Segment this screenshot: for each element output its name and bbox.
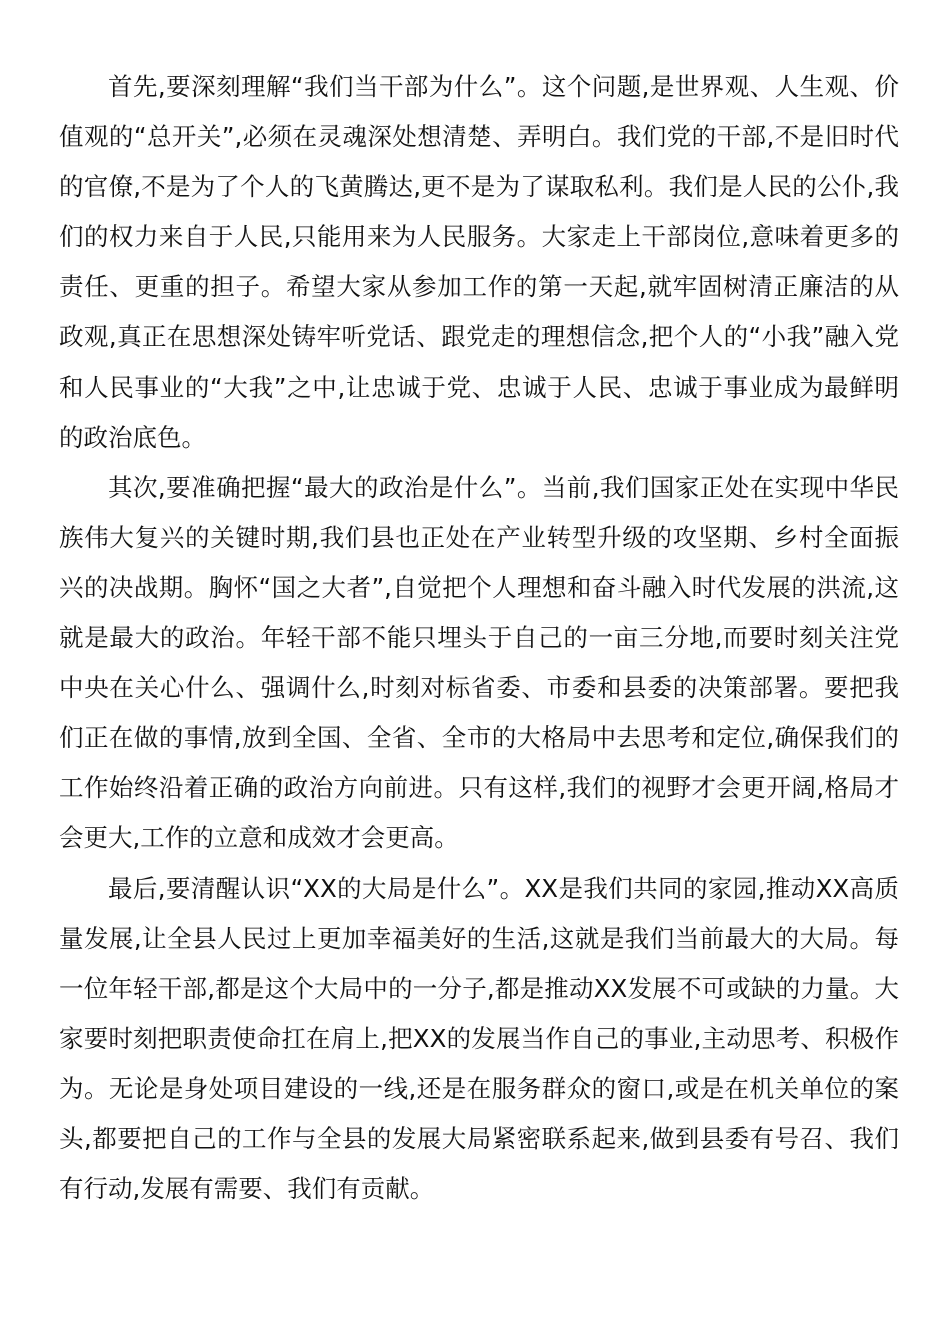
paragraph-first: 首先,要深刻理解“我们当干部为什么”。这个问题,是世界观、人生观、价值观的“总开关”,必须在灵魂深处想清楚、弄明白。我们党的干部,不是旧时代的官僚,不是为了个人的飞黄腾达,更不是为了谋取私利。我们是人民的公仆,我们的权力来自于人民,只能用来为人民服务。大家走上干部岗位,意味着更多的责任、更重的担子。希望大家从参加工作的第一天起,就牢固树清正廉洁的从政观,真正在思想深处铸牢听党话、跟党走的理想信念,把个人的“小我”融入党和人民事业的“大我”之中,让忠诚于党、忠诚于人民、忠诚于事业成为最鲜明的政治底色。 — [59, 72, 899, 452]
paragraph-second: 其次,要准确把握“最大的政治是什么”。当前,我们国家正处在实现中华民族伟大复兴的关键时期,我们县也正处在产业转型升级的攻坚期、乡村全面振兴的决战期。胸怀“国之大者”,自觉把个人理想和奋斗融入时代发展的洪流,这就是最大的政治。年轻干部不能只埋头于自己的一亩三分地,而要时刻关注党中央在关心什么、强调什么,时刻对标省委、市委和县委的决策部署。要把我们正在做的事情,放到全国、全省、全市的大格局中去思考和定位,确保我们的工作始终沿着正确的政治方向前进。只有这样,我们的视野才会更开阔,格局才会更大,工作的立意和成效才会更高。 — [59, 472, 899, 853]
paragraph-third: 最后,要清醒认识“XX的大局是什么”。XX是我们共同的家园,推动XX高质量发展,让全县人民过上更加幸福美好的生活,这就是我们当前最大的大局。每一位年轻干部,都是这个大局中的一分子,都是推动XX发展不可或缺的力量。大家要时刻把职责使命扛在肩上,把XX的发展当作自己的事业,主动思考、积极作为。无论是身处项目建设的一线,还是在服务群众的窗口,或是在机关单位的案头,都要把自己的工作与全县的发展大局紧密联系起来,做到县委有号召、我们有行动,发展有需要、我们有贡献。 — [59, 873, 899, 1204]
document-body — [59, 62, 899, 1214]
